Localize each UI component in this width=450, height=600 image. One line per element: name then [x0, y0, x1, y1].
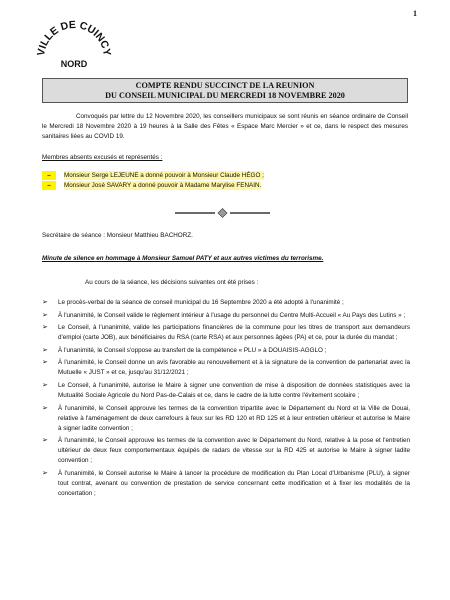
absent-member-text: Monsieur José SAVARY a donné pouvoir à Madame Marylise FENAIN.: [64, 182, 262, 189]
decision-text: Le Conseil, à l'unanimité, autorise le Maire à signer une convention de mise à disposition de données statistiques avec la Mutualité Sociale Agricole du Nord Pas-de-Calais et ce, dans le cadre de la lutte contre l'évitement scolaire ;: [58, 381, 410, 399]
absent-member-item: [42, 181, 261, 190]
arrow-bullet-icon: ➢: [42, 381, 48, 389]
decision-item: [42, 346, 410, 356]
decision-text: À l'unanimité, le Conseil approuve les termes de la convention tripartite avec le Département du Nord et la Ville de Douai, relative à l'aménagement de deux carrefours à feux sur les RD 120 et RD 125 et à leur entretien ultérieur et autorise le Maire à signer ladite convention ;: [58, 404, 410, 432]
dash-bullet-icon: –: [42, 171, 56, 180]
decisions-list: [42, 298, 410, 501]
report-title-line2: DU CONSEIL MUNICIPAL DU MERCREDI 18 NOVEMBRE 2020: [105, 90, 345, 100]
decision-item: [42, 298, 410, 308]
arrow-bullet-icon: ➢: [42, 311, 48, 319]
intro-paragraph: [42, 112, 408, 142]
arrow-bullet-icon: ➢: [42, 359, 48, 367]
decision-item: [42, 436, 410, 466]
decision-item: [42, 358, 410, 378]
decision-text: Le Conseil, à l'unanimité, valide les participations financières de la commune pour les titres de transport aux demandeurs d'emploi (carte JOB), aux bénéficiaires du RSA (carte RSA) et aux personnes âgées (PA) et ce, pour la durée du mandat ;: [58, 324, 410, 342]
decisions-intro: Au cours de la séance, les décisions suivantes ont été prises :: [85, 279, 259, 286]
decision-text: À l'unanimité, le Conseil autorise le Maire à lancer la procédure de modification du Plan Local d'Urbanisme (PLU), à signer tout contrat, avenant ou convention de prestation de service concernant cette modification et à fixer les modalités de la concertation ;: [58, 469, 410, 497]
decision-text: À l'unanimité, le Conseil valide le règlement intérieur à l'usage du personnel du Centre Multi-Accueil « Au Pays des Lutins » ;: [58, 311, 406, 319]
report-title-line1: COMPTE RENDU SUCCINCT DE LA REUNION: [135, 80, 315, 90]
decision-text: À l'unanimité, le Conseil approuve les termes de la convention avec le Département du Nord, relative à la pose et l'entretien ultérieur de deux feux comportementaux équipés de radars de vitesse sur la RD 425 et autorise le Maire à signer ladite convention ;: [58, 437, 410, 465]
page-number: 1: [413, 9, 417, 18]
arrow-bullet-icon: ➢: [42, 324, 48, 332]
absent-members-heading: Membres absents excusés et représentés :: [42, 154, 163, 161]
diamond-icon: [218, 209, 227, 218]
svg-text:VILLE DE CUINCY: [35, 19, 113, 57]
ornamental-divider: [175, 208, 270, 218]
decision-item: [42, 311, 410, 321]
arrow-bullet-icon: ➢: [42, 346, 48, 354]
logo-city-name: VILLE DE CUINCY: [34, 18, 114, 57]
arrow-bullet-icon: ➢: [42, 469, 48, 477]
report-title-box: [42, 78, 408, 103]
decision-text: À l'unanimité, le Conseil donne un avis favorable au renouvellement et à la signature de la convention de partenariat avec la Mutuelle « JUST » et ce, jusqu'au 31/12/2021 ;: [58, 359, 410, 377]
decision-text: À l'unanimité, le Conseil s'oppose au transfert de la compétence « PLU » à DOUAISIS-AGGLO ;: [58, 346, 327, 354]
session-secretary: Secrétaire de séance : Monsieur Matthieu BACHORZ.: [42, 232, 193, 239]
absent-member-item: [42, 171, 264, 180]
decision-item: [42, 469, 410, 499]
decision-item: [42, 323, 410, 343]
intro-text: Convoqués par lettre du 12 Novembre 2020, les conseillers municipaux se sont réunis en séance ordinaire de Conseil le Mercredi 18 Novembre 2020 à 19 heures à la Salle des Fêtes « Espace Marc Mercier » et ce, dans le respect des mesures sanitaires liées au COVID 19.: [42, 113, 408, 140]
arrow-bullet-icon: ➢: [42, 404, 48, 412]
decision-item: [42, 381, 410, 401]
absent-member-text: Monsieur Serge LEJEUNE a donné pouvoir à Monsieur Claude HÉGO ;: [64, 172, 264, 179]
city-logo: [34, 14, 114, 72]
decision-item: [42, 404, 410, 434]
arrow-bullet-icon: ➢: [42, 299, 48, 306]
decision-text: Le procès-verbal de la séance de conseil municipal du 16 Septembre 2020 a été adopté à l'unanimité ;: [58, 299, 344, 306]
logo-region: NORD: [60, 59, 88, 69]
dash-bullet-icon: –: [42, 181, 56, 190]
minute-of-silence: Minute de silence en hommage à Monsieur Samuel PATY et aux autres victimes du terrorisme.: [42, 255, 324, 262]
arrow-bullet-icon: ➢: [42, 437, 48, 445]
